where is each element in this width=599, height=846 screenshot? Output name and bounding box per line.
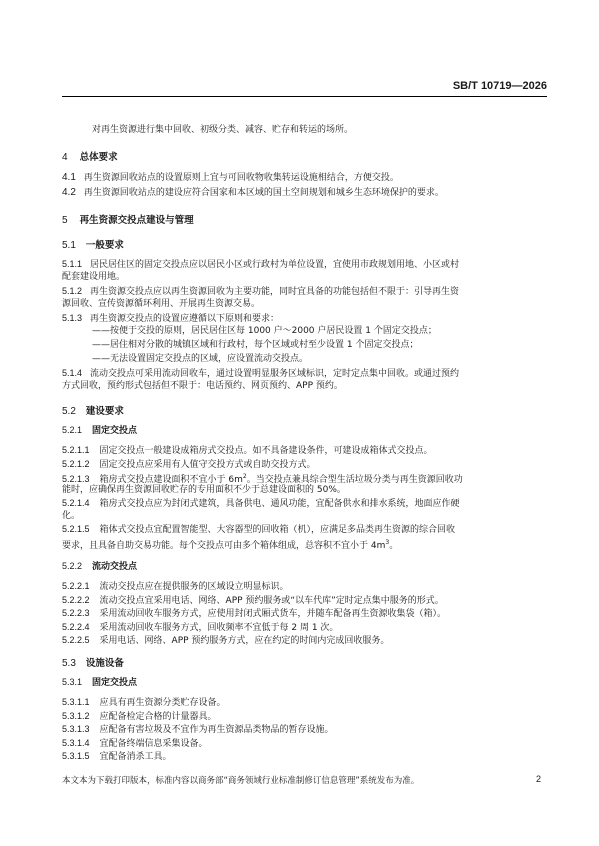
- paragraph-line: [62, 537, 398, 552]
- clause-text: 再生资源交投点的设置应遵循以下原则和要求：: [90, 314, 280, 324]
- clause-4-1: [62, 172, 399, 184]
- clause-5-2-1-1: [62, 444, 433, 457]
- section-number: 4: [62, 152, 68, 163]
- clause-5-2-2-1: [62, 580, 289, 593]
- clause-text: 应配备有害垃圾及不宜作为再生资源品类物品的暂存设施。: [99, 725, 334, 735]
- clause-text: 再生资源回收站点的建设应符合国家和本区域的国土空间规划和城乡生态环境保护的要求。: [83, 188, 444, 198]
- clause-number: 5.1.2: [62, 286, 83, 296]
- subsection-number: 5.1: [62, 240, 76, 251]
- paragraph-line: 能时，应确保再生资源回收贮存的专用面积不少于总建设面积的 50%。: [62, 485, 346, 495]
- clause-5-1-3: [62, 312, 279, 325]
- clause-number: 5.3.1.4: [62, 738, 90, 748]
- clause-number: 5.2.1.5: [62, 524, 90, 534]
- standard-code: SB/T 10719—2026: [452, 80, 547, 92]
- clause-text: 居民居住区的固定交投点应以居民小区或行政村为单位设置，宜使用市政规划用地、小区或村: [90, 260, 460, 270]
- clause-5-1-4: [62, 367, 459, 380]
- clause-text: 采用流动回收车服务方式，应使用封闭式厢式货车，并随车配备再生资源收集袋（箱）。: [99, 609, 447, 619]
- clause-number: 5.2.2.3: [62, 608, 90, 618]
- section-title: 再生资源交投点建设与管理: [79, 215, 194, 226]
- list-item: ——居住相对分散的城镇区域和行政村，每个区域或村至少设置 1 个固定交投点；: [92, 340, 419, 350]
- section-heading-4: [62, 149, 118, 163]
- subsection-heading-5-3: [62, 655, 124, 669]
- paragraph-line: 配套建设用地。: [62, 272, 126, 282]
- subsubsection-number: 5.2.1: [62, 425, 83, 435]
- clause-number: 5.2.1.2: [62, 459, 90, 469]
- clause-number: 4.1: [62, 172, 76, 183]
- superscript: 2: [242, 473, 247, 480]
- clause-text: 流动交投点宜采用电话、网络、APP 预约服务或“以车代库”定时定点集中服务的形式。: [99, 596, 444, 606]
- clause-5-2-1-2: [62, 458, 316, 471]
- clause-text: 箱体式交投点宜配置智能型、大容器型的回收箱（机），应满足多品类再生资源的综合回收: [99, 525, 456, 535]
- clause-text: 流动交投点可采用流动回收车，通过设置明显服务区域标识，定时定点集中回收。或通过预约: [90, 369, 460, 379]
- subsection-number: 5.3: [62, 658, 76, 669]
- clause-text: 。当交投点兼具综合型生活垃圾分类与再生资源回收功: [246, 475, 463, 485]
- clause-5-2-1-4: [62, 497, 460, 510]
- subsection-heading-5-1: [62, 237, 124, 251]
- clause-number: 5.2.2.2: [62, 595, 90, 605]
- subsubsection-heading-5-3-1: [62, 676, 137, 689]
- clause-5-2-2-4: [62, 621, 338, 634]
- clause-text: 再生资源交投点应以再生资源回收为主要功能，同时宜具备的功能包括但不限于：引导再生资: [90, 287, 460, 297]
- clause-text: 流动交投点应在提供服务的区域设立明显标识。: [99, 582, 289, 592]
- clause-number: 5.1.4: [62, 368, 83, 378]
- clause-text: 应配备检定合格的计量器具。: [99, 712, 217, 722]
- subsubsection-title: 流动交投点: [92, 562, 138, 572]
- clause-5-2-2-2: [62, 594, 444, 607]
- subsection-heading-5-2: [62, 403, 124, 417]
- list-item: ——无法设置固定交投点的区域，应设置流动交投点。: [92, 354, 309, 364]
- clause-4-2: [62, 187, 444, 199]
- clause-number: 5.2.2.1: [62, 581, 90, 591]
- clause-5-3-1-2: [62, 710, 217, 723]
- clause-number: 5.1.1: [62, 259, 83, 269]
- subsubsection-heading-5-2-1: [62, 424, 137, 437]
- header-rule: [62, 96, 547, 97]
- clause-text: 箱房式交投点应为封闭式建筑，具备供电、通风功能，宜配备供水和排水系统，地面应作硬: [99, 499, 460, 509]
- subsubsection-title: 固定交投点: [92, 426, 138, 436]
- clause-text: 箱房式交投点建设面积不宜小于 6m: [99, 475, 243, 485]
- subsection-title: 一般要求: [85, 240, 124, 251]
- clause-text: 。: [389, 541, 399, 551]
- clause-5-3-1-5: [62, 750, 172, 763]
- clause-number: 5.2.1.3: [62, 474, 90, 484]
- clause-5-3-1-4: [62, 737, 208, 750]
- clause-5-1-2: [62, 285, 459, 298]
- clause-5-2-2-3: [62, 607, 446, 620]
- clause-number: 5.2.2.5: [62, 635, 90, 645]
- clause-number: 5.3.1.3: [62, 724, 90, 734]
- clause-number: 5.3.1.5: [62, 751, 90, 761]
- clause-text: 采用电话、网络、APP 预约服务方式，应在约定的时间内完成回收服务。: [99, 636, 390, 646]
- clause-text: 固定交投点应采用有人值守交投方式或自助交投方式。: [99, 460, 316, 470]
- paragraph-line: 化。: [62, 511, 81, 521]
- clause-text: 采用流动回收车服务方式，回收频率不宜低于每 2 周 1 次。: [99, 623, 339, 633]
- clause-text: 应具有再生资源分类贮存设备。: [99, 698, 226, 708]
- clause-number: 4.2: [62, 187, 76, 198]
- subsubsection-number: 5.2.2: [62, 561, 83, 571]
- list-item: ——按便于交投的原则，居民居住区每 1000 户～2000 户居民设置 1 个固定交投点；: [92, 326, 437, 336]
- clause-number: 5.3.1.2: [62, 711, 90, 721]
- clause-5-3-1-3: [62, 723, 334, 736]
- clause-5-2-1-5: [62, 523, 455, 536]
- subsubsection-number: 5.3.1: [62, 677, 83, 687]
- superscript: 3: [385, 539, 390, 546]
- clause-number: 5.2.1.1: [62, 445, 90, 455]
- clause-5-2-2-5: [62, 634, 389, 647]
- clause-number: 5.3.1.1: [62, 697, 90, 707]
- subsubsection-heading-5-2-2: [62, 560, 137, 573]
- clause-text: 宜配备终端信息采集设备。: [99, 739, 208, 749]
- section-number: 5: [62, 215, 68, 226]
- clause-text: 宜配备消杀工具。: [99, 752, 172, 762]
- footer-note: 本文本为下载打印版本，标准内容以商务部“商务领域行业标准制修订信息管理”系统发布为准。: [62, 776, 420, 786]
- clause-number: 5.2.2.4: [62, 622, 90, 632]
- subsection-title: 设施设备: [85, 658, 124, 669]
- clause-number: 5.1.3: [62, 313, 83, 323]
- subsection-title: 建设要求: [85, 406, 124, 417]
- subsubsection-title: 固定交投点: [92, 678, 138, 688]
- paragraph-line: 方式回收，预约形式包括但不限于：电话预约、网页预约、APP 预约。: [62, 381, 343, 391]
- clause-5-1-1: [62, 258, 459, 271]
- clause-number: 5.2.1.4: [62, 498, 90, 508]
- section-title: 总体要求: [79, 152, 118, 163]
- clause-text: 再生资源回收站点的设置原则上宜与可回收物收集转运设施相结合，方便交投。: [83, 173, 399, 183]
- section-heading-5: [62, 212, 194, 226]
- paragraph-line: 源回收、宣传资源循环利用、开展再生资源交易。: [62, 299, 261, 309]
- clause-text: 固定交投点一般建设成箱房式交投点。如不具备建设条件，可建设成箱体式交投点。: [99, 446, 433, 456]
- page-number: 2: [535, 774, 541, 784]
- subsection-number: 5.2: [62, 406, 76, 417]
- paragraph-line: 对再生资源进行集中回收、初级分类、减容、贮存和转运的场所。: [92, 125, 354, 135]
- clause-5-3-1-1: [62, 696, 226, 709]
- clause-text: 要求，且具备自助交易功能。每个交投点可由多个箱体组成，总容积不宜小于 4m: [62, 541, 386, 551]
